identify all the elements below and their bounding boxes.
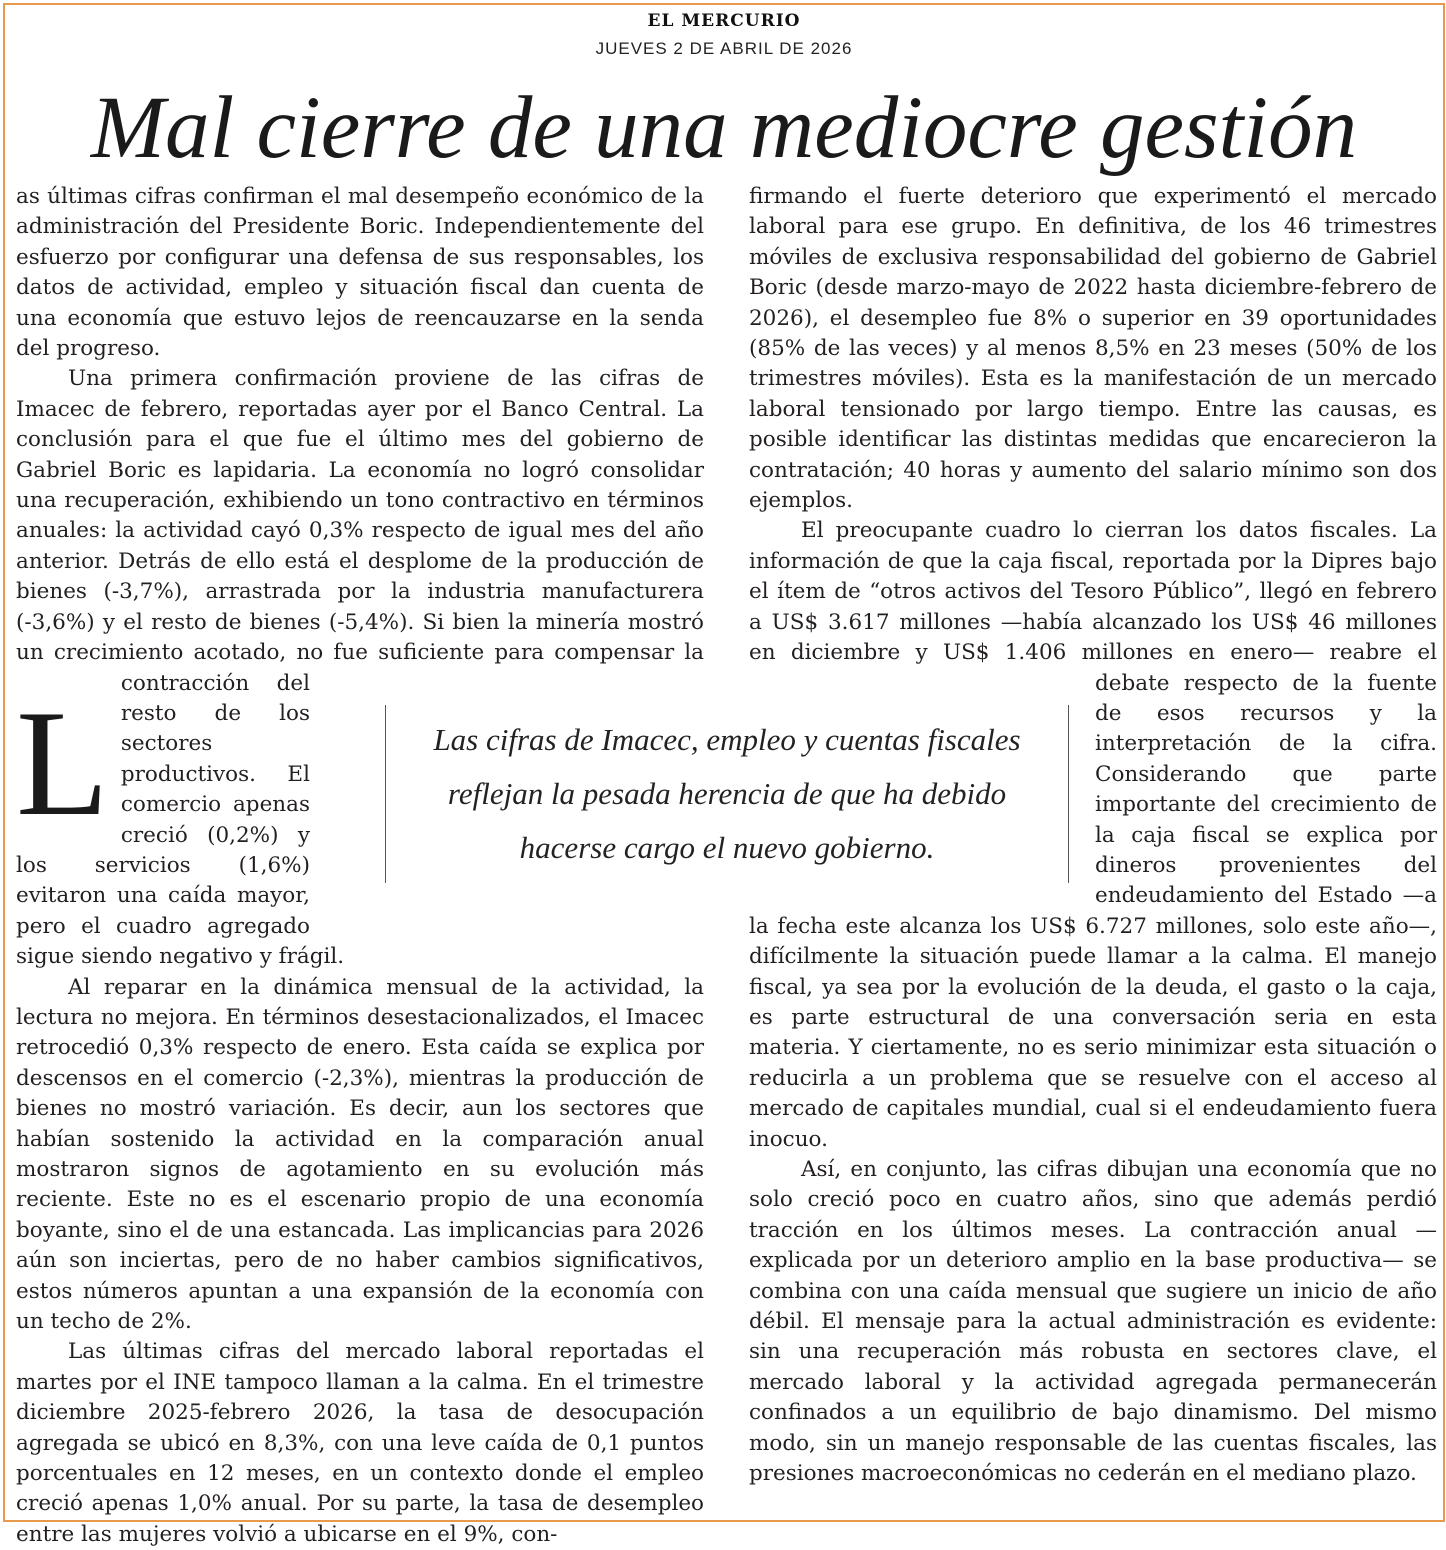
publication-date: JUEVES 2 DE ABRIL DE 2026 (595, 39, 853, 58)
newspaper-masthead: EL MERCURIO (647, 11, 801, 31)
headline: Mal cierre de una mediocre gestión (90, 79, 1358, 177)
article-paragraph: Una primera confirmación proviene de las cifras de Imacec de febrero, reportadas ayer por el Banco Central. La conclusión para el que fue el último mes del gobierno de Gabriel Boric es lapidaria. La economía no logró consolidar una recuperación, exhibiendo un tono contractivo en términos anuales: la actividad cayó 0,3% respecto de igual mes del año anterior. Detrás de ello está el desplome de la producción de bienes (-3,7%), arrastrada por la industria manufacturera (-3,6%) y el resto de bienes (-5,4%). Si bien la minería mostró un crecimiento acotado, no fue suficiente para compensar la contracción del resto de los sectores productivos. El comercio apenas creció (0,2%) y los servicios (1,6%) evitaron una caída mayor, pero el cuadro agregado sigue siendo negativo y frágil. (16, 366, 704, 970)
article-paragraph: Las últimas cifras del mercado laboral reportadas el martes por el INE tampoco llaman a la calma. En el trimestre diciembre 2025-febrero 2026, la tasa de desocupación agregada se ubicó en 8,3%, con una leve caída de 0,1 puntos porcentuales en 12 meses, en un contexto donde el empleo creció apenas 1,0% anual. Por su parte, la tasa de desempleo entre las mujeres volvió a ubicarse en el 9%, con- (16, 1339, 704, 1547)
article-paragraph: El preocupante cuadro lo cierran los datos fiscales. La información de que la caja fiscal, reportada por la Dipres bajo el ítem de “otros activos del Tesoro Público”, llegó en febrero a US$ 3.617 millones —había alcanzado los US$ 46 millones en diciembre y US$ 1.406 millones en enero— reabre el debate respecto de la fuente de esos recursos y la interpretación de la cifra. Considerando que parte importante del crecimiento de la caja fiscal se explica por dineros provenientes del endeudamiento del Estado —a la fecha este alcanza los US$ 6.727 millones, solo este año—, difícilmente la situación puede llamar a la calma. El manejo fiscal, ya sea por la evolución de la deuda, el gasto o la caja, es parte estructural de una conversación seria en esta materia. Y ciertamente, no es serio minimizar esta situación o reducirla a un problema que se resuelve con el acceso al mercado de capitales mundial, cual si el endeudamiento fuera inocuo. (749, 518, 1437, 1152)
editorial-page (3, 3, 1445, 1547)
article-paragraph: firmando el fuerte deterioro que experimentó el mercado laboral para ese grupo. En definitiva, de los 46 trimestres móviles de exclusiva responsabilidad del gobierno de Gabriel Boric (desde marzo-mayo de 2022 hasta diciembre-febrero de 2026), el desempleo fue 8% o superior en 39 oportunidades (85% de las veces) y al menos 8,5% en 23 meses (50% de los trimestres móviles). Esta es la manifestación de un mercado laboral tensionado por largo tiempo. Entre las causas, es posible identificar las distintas medidas que encarecieron la contratación; 40 horas y aumento del salario mínimo son dos ejemplos. (749, 184, 1437, 514)
pull-quote: Las cifras de Imacec, empleo y cuentas fiscales reflejan la pesada herencia de que ha debido hacerse cargo el nuevo gobierno. (385, 705, 1069, 883)
article-paragraph: Al reparar en la dinámica mensual de la actividad, la lectura no mejora. En términos desestacionalizados, el Imacec retrocedió 0,3% respecto de enero. Esta caída se explica por descensos en el comercio (-2,3%), mientras la producción de bienes no mostró variación. Es decir, aun los sectores que habían sostenido la actividad en la comparación anual mostraron signos de agotamiento en su evolución más reciente. Este no es el escenario propio de una economía boyante, sino el de una estancada. Las implicancias para 2026 aún son inciertas, pero de no haber cambios significativos, estos números apuntan a una expansión de la economía con un techo de 2%. (16, 974, 704, 1335)
paragraph-text: as últimas cifras confirman el mal desempeño económico de la administración del Presidente Boric. Independientemente del esfuerzo por configurar una defensa de sus responsables, los datos de actividad, empleo y situación fiscal dan cuenta de una economía que estuvo lejos de reencauzarse en la senda del progreso. (16, 184, 704, 362)
article-paragraph: Así, en conjunto, las cifras dibujan una economía que no solo creció poco en cuatro años, sino que además perdió tracción en los últimos meses. La contracción anual —explicada por un deterioro amplio en la base productiva— se combina con una caída mensual que sugiere un inicio de año débil. El mensaje para la actual administración es evidente: sin una recuperación más robusta en sectores clave, el mercado laboral y la actividad agregada permanecerán confinados a un equilibrio de bajo dinamismo. Del mismo modo, sin un manejo responsable de las cuentas fiscales, las presiones macroeconómicas no cederán en el mediano plazo. (749, 1157, 1437, 1487)
drop-cap: L (16, 679, 109, 847)
